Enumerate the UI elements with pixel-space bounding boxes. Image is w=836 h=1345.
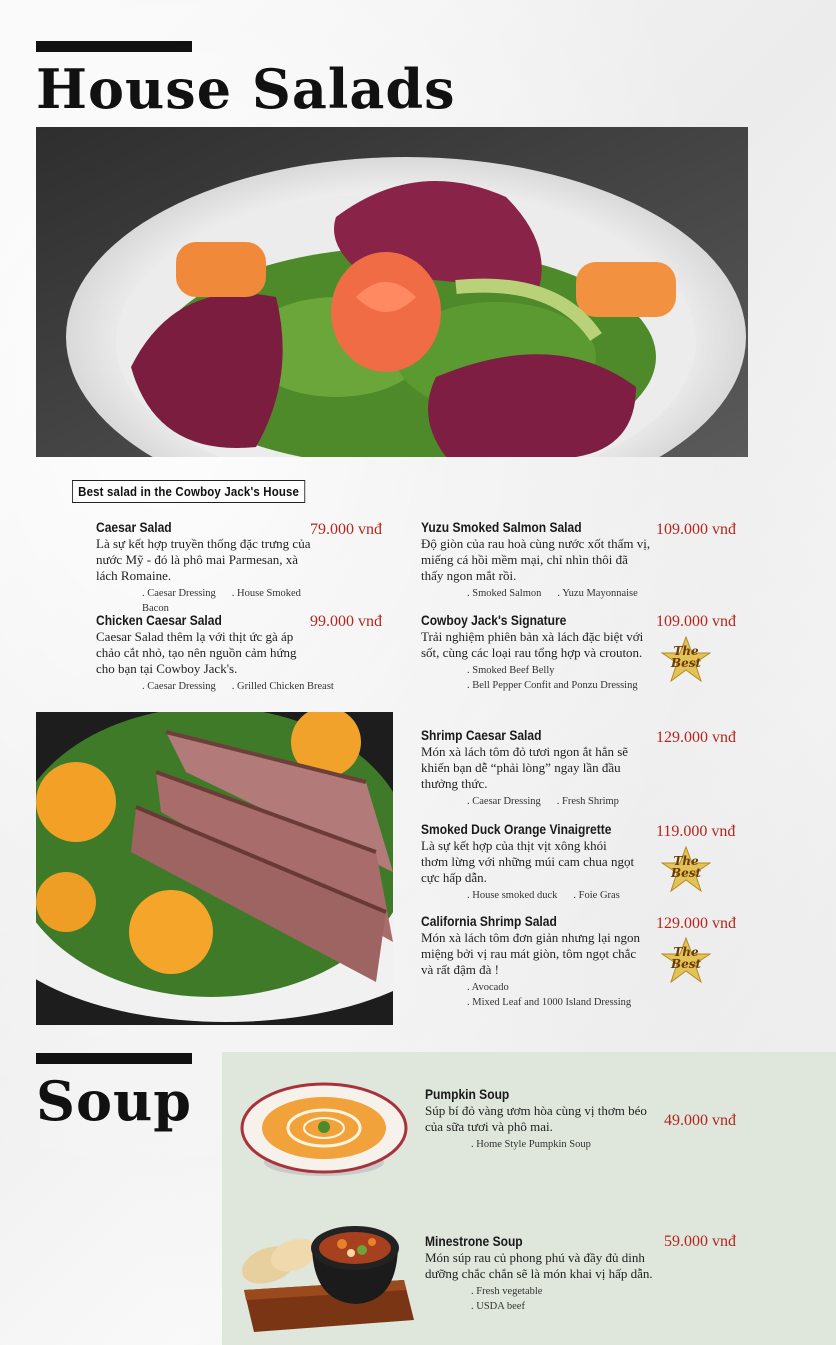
menu-item-name: California Shrimp Salad: [421, 913, 557, 929]
option: . Bell Pepper Confit and Ponzu Dressing: [467, 680, 638, 691]
option: . House smoked duck: [467, 890, 558, 901]
price-minestrone-soup: 59.000 vnđ: [664, 1233, 736, 1250]
option: . Foie Gras: [573, 890, 620, 901]
menu-item-desc: Là sự kết hợp của thịt vịt xông khói thơm lừng với những múi cam chua ngọt cực hấp dẫn.: [421, 838, 635, 885]
option: . Avocado: [467, 982, 509, 993]
menu-item-options: [421, 980, 681, 1010]
section-title-soup: Soup: [36, 1069, 193, 1133]
badge-text: Best: [670, 656, 702, 670]
menu-item-smoked-duck-orange-vinaigrette: [421, 820, 681, 903]
price-cowboy-jacks-signature: 109.000 vnđ: [656, 613, 736, 630]
menu-item-options: [421, 794, 671, 809]
menu-item-name: Caesar Salad: [96, 519, 172, 535]
price-smoked-duck-orange-vinaigrette: 119.000 vnđ: [656, 823, 736, 840]
price-pumpkin-soup: 49.000 vnđ: [664, 1112, 736, 1129]
salad-tagline: Best salad in the Cowboy Jack's House: [72, 480, 305, 503]
menu-item-desc: Là sự kết hợp truyền thống đặc trưng của nước Mỹ - đó là phô mai Parmesan, xà lách Romaine.: [96, 536, 311, 583]
option: . USDA beef: [471, 1301, 525, 1312]
salmon-salad-photo: [36, 127, 748, 457]
the-best-badge: [661, 636, 711, 682]
menu-item-options: [425, 1137, 665, 1152]
menu-item-desc: Món xà lách tôm đỏ tươi ngon ắt hẳn sẽ khiến bạn dễ “phải lòng” ngay lần đầu thưởng thức.: [421, 744, 629, 791]
option: . Fresh vegetable: [471, 1286, 543, 1297]
section-title-salads: House Salads: [36, 57, 456, 121]
the-best-badge: [661, 937, 711, 983]
option: . Mixed Leaf and 1000 Island Dressing: [467, 997, 632, 1008]
option: . Grilled Chicken Breast: [231, 681, 334, 692]
menu-item-shrimp-caesar-salad: [421, 726, 671, 809]
menu-item-cowboy-jacks-signature: [421, 611, 671, 693]
badge-text: Best: [670, 866, 702, 880]
badge-text: The: [673, 945, 699, 959]
pumpkin-soup-photo: [240, 1080, 408, 1180]
menu-item-options: [421, 888, 681, 903]
menu-item-pumpkin-soup: [425, 1085, 665, 1152]
option: . Caesar Dressing: [142, 588, 216, 599]
menu-item-caesar-salad: [96, 518, 346, 616]
menu-item-options: [425, 1284, 665, 1314]
menu-item-yuzu-smoked-salmon-salad: [421, 518, 671, 601]
menu-item-name: Cowboy Jack's Signature: [421, 612, 567, 628]
menu-item-name: Smoked Duck Orange Vinaigrette: [421, 821, 612, 837]
price-caesar-salad: 79.000 vnđ: [310, 521, 382, 538]
menu-item-name: Shrimp Caesar Salad: [421, 727, 542, 743]
soup-accent-bar: [36, 1053, 192, 1064]
menu-item-name: Pumpkin Soup: [425, 1086, 510, 1102]
menu-item-minestrone-soup: [425, 1232, 665, 1314]
option: . Fresh Shrimp: [556, 796, 619, 807]
option: . Smoked Salmon: [467, 588, 542, 599]
option: . Smoked Beef Belly: [467, 665, 555, 676]
option: . Caesar Dressing: [467, 796, 541, 807]
option: . House Smoked Bacon: [142, 588, 301, 614]
menu-item-desc: Súp bí đỏ vàng ươm hòa cùng vị thơm béo của sữa tươi và phô mai.: [425, 1103, 647, 1134]
minestrone-soup-photo: [234, 1220, 416, 1335]
menu-item-california-shrimp-salad: [421, 912, 681, 1010]
the-best-badge: [661, 846, 711, 892]
price-california-shrimp-salad: 129.000 vnđ: [656, 915, 736, 932]
price-yuzu-smoked-salmon-salad: 109.000 vnđ: [656, 521, 736, 538]
option: . Yuzu Mayonnaise: [557, 588, 638, 599]
menu-item-desc: Caesar Salad thêm lạ với thịt ức gà áp chảo cắt nhỏ, tạo nên nguồn cảm hứng cho bạn tại Cowboy Jack's.: [96, 629, 297, 676]
menu-item-desc: Độ giòn của rau hoà cùng nước xốt thấm vị, miếng cá hồi mềm mại, chỉ nhìn thôi đã thấy ngon mắt rồi.: [421, 536, 651, 583]
badge-text: The: [673, 644, 699, 658]
menu-item-desc: Món súp rau củ phong phú và đầy đủ dinh dưỡng chắc chắn sẽ là món khai vị hấp dẫn.: [425, 1250, 653, 1281]
menu-item-name: Yuzu Smoked Salmon Salad: [421, 519, 582, 535]
price-shrimp-caesar-salad: 129.000 vnđ: [656, 729, 736, 746]
badge-text: Best: [670, 957, 702, 971]
menu-item-name: Chicken Caesar Salad: [96, 612, 222, 628]
price-chicken-caesar-salad: 99.000 vnđ: [310, 613, 382, 630]
badge-text: The: [673, 854, 699, 868]
option: . Home Style Pumpkin Soup: [471, 1139, 591, 1150]
menu-item-options: [421, 586, 671, 601]
title-accent-bar: [36, 41, 192, 52]
menu-item-desc: Trải nghiệm phiên bản xà lách đặc biệt với sốt, cùng các loại rau tổng hợp và crouton.: [421, 629, 644, 660]
menu-item-name: Minestrone Soup: [425, 1233, 523, 1249]
smoked-duck-salad-photo: [36, 712, 393, 1025]
menu-item-desc: Món xà lách tôm đơn giản nhưng lại ngon miệng bởi vị rau mát giòn, tôm ngọt chắc và rất đậm đà !: [421, 930, 641, 977]
menu-item-options: [96, 679, 356, 694]
menu-item-options: [421, 663, 671, 693]
option: . Caesar Dressing: [142, 681, 216, 692]
